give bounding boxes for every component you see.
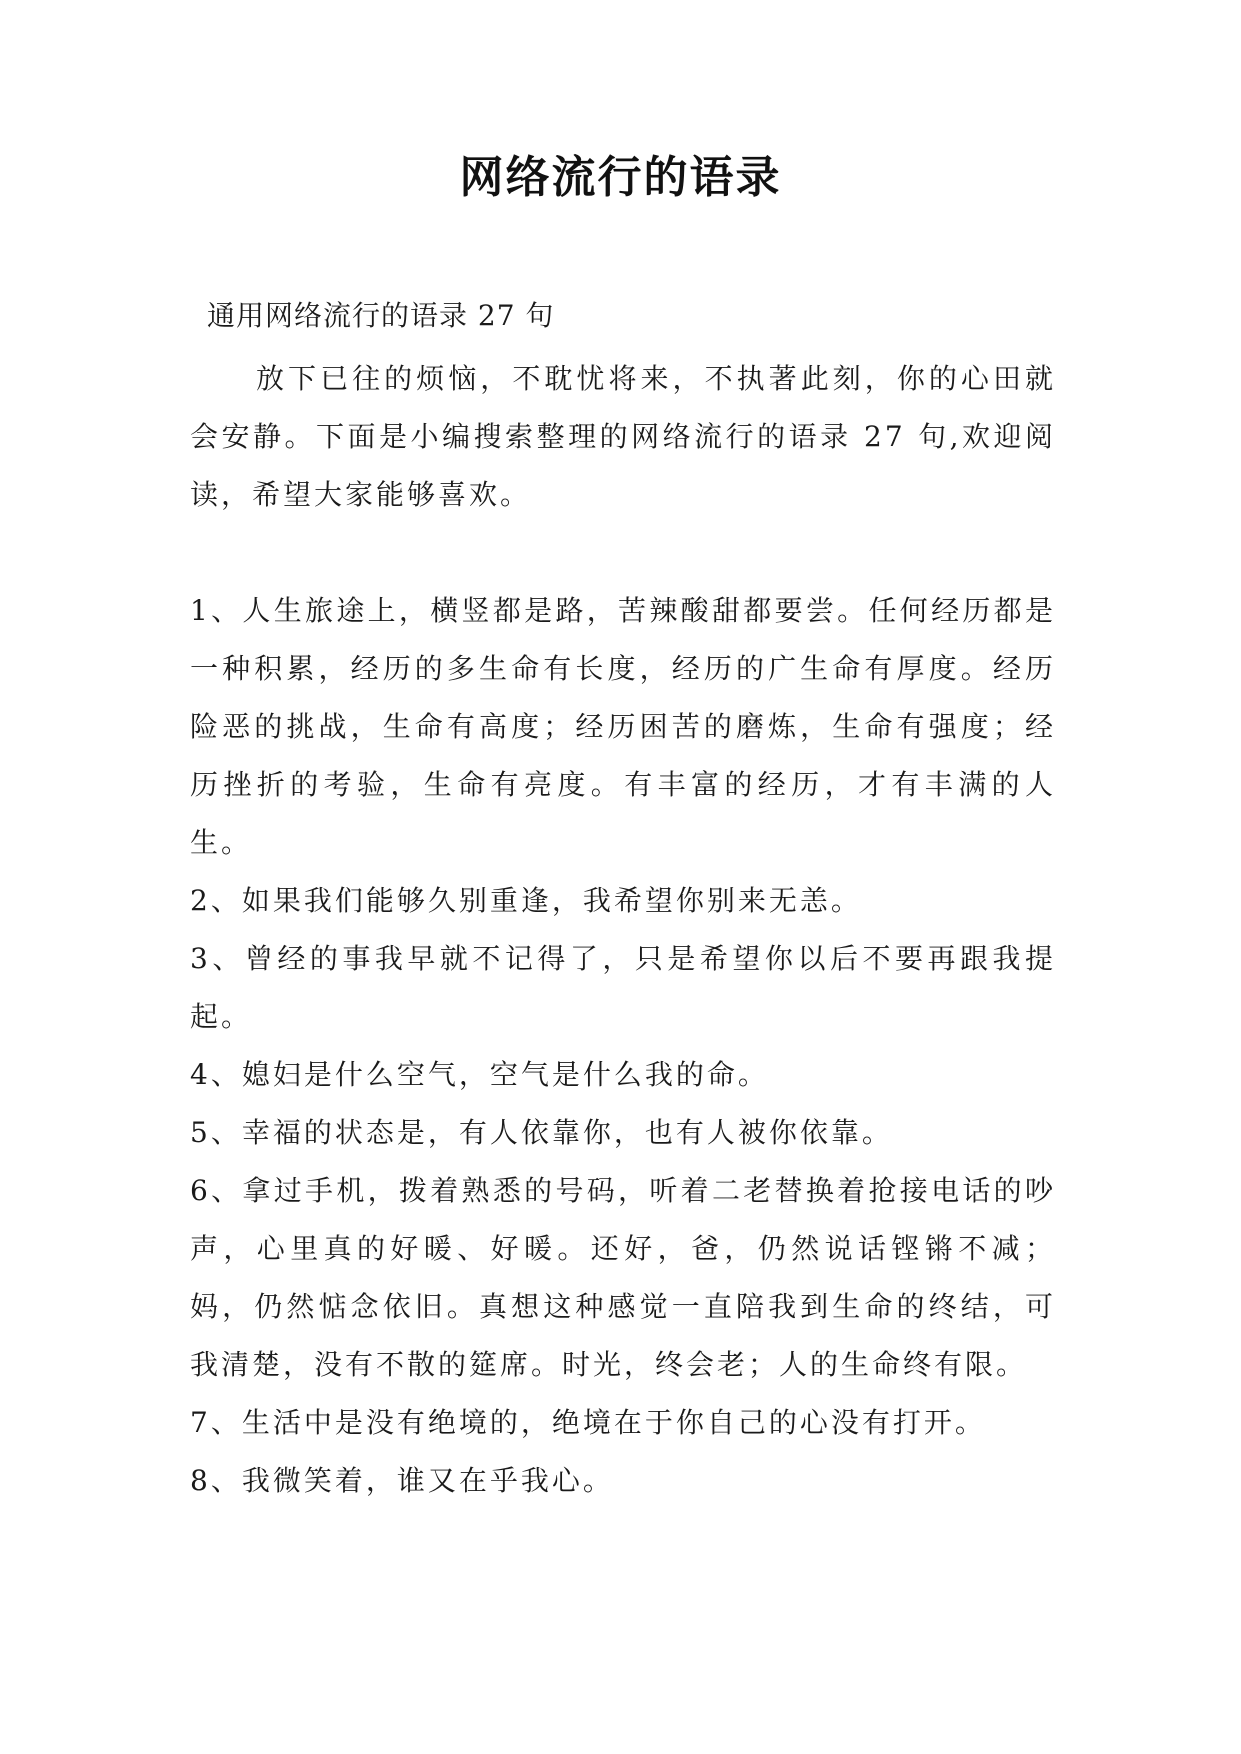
- list-item: 6、拿过手机，拨着熟悉的号码，听着二老替换着抢接电话的吵声，心里真的好暖、好暖。还好，爸，仍然说话铿锵不减；妈，仍然惦念依旧。真想这种感觉一直陪我到生命的终结，可我清楚，没有不散的筵席。时光，终会老；人的生命终有限。: [190, 1174, 1056, 1381]
- list-item: 3、曾经的事我早就不记得了，只是希望你以后不要再跟我提起。: [190, 942, 1056, 1033]
- paragraph-spacer: [190, 524, 1056, 582]
- document-body: [190, 350, 1056, 1510]
- list-item: 5、幸福的状态是，有人依靠你，也有人被你依靠。: [190, 1116, 893, 1149]
- document-subtitle: 通用网络流行的语录 27 句: [207, 299, 555, 332]
- list-item: 8、我微笑着，谁又在乎我心。: [190, 1464, 614, 1497]
- list-item: 4、媳妇是什么空气，空气是什么我的命。: [190, 1058, 769, 1091]
- list-item: 2、如果我们能够久别重逢，我希望你别来无恙。: [190, 884, 862, 917]
- list-item: 1、人生旅途上，横竖都是路，苦辣酸甜都要尝。任何经历都是一种积累，经历的多生命有长度，经历的广生命有厚度。经历险恶的挑战，生命有高度；经历困苦的磨炼，生命有强度；经历挫折的考验，生命有亮度。有丰富的经历，才有丰满的人生。: [190, 594, 1056, 859]
- document-title: 网络流行的语录: [459, 152, 782, 203]
- list-item: 7、生活中是没有绝境的，绝境在于你自己的心没有打开。: [190, 1406, 986, 1439]
- intro-paragraph: 放下已往的烦恼，不耽忧将来，不执著此刻，你的心田就会安静。下面是小编搜索整理的网络流行的语录 27 句,欢迎阅读，希望大家能够喜欢。: [190, 362, 1056, 511]
